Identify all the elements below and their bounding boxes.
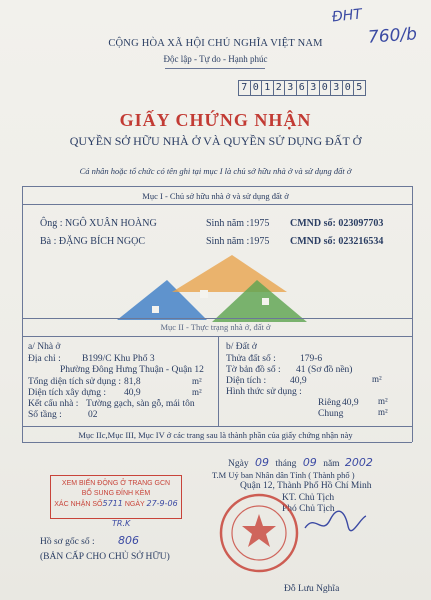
serial-digit: 2 [273,80,286,96]
total-area-label: Tổng diện tích sử dụng : [28,377,122,387]
structure-label: Kết cấu nhà : [28,399,79,409]
owner-2-id: CMND số: 023216534 [290,236,384,247]
serial-digit: 1 [261,80,274,96]
frame-bottom-rule [22,442,412,443]
build-area-value: 40,9 [124,388,141,398]
map-value: 41 (Sơ đồ nền) [296,365,353,375]
frame-left [22,186,23,442]
date-prefix: Ngày [228,459,249,469]
floors-value: 02 [88,410,98,420]
land-area-label: Diện tích : [226,376,267,386]
signing-role-1: KT. Chủ Tịch [282,493,335,503]
serial-digit: 0 [250,80,263,96]
amendment-stamp [50,475,182,519]
private-value: 40,9 [342,398,359,408]
frame-right [412,186,413,442]
house-address-line1: B199/C Khu Phố 3 [82,354,155,364]
owner-1-birth: Sinh năm :1975 [206,218,270,229]
usage-label: Hình thức sử dụng : [226,387,302,397]
official-red-seal [218,492,300,574]
stamp-line-2: BỔ SUNG ĐÍNH KÈM [81,490,151,497]
total-area-unit: m² [192,376,202,386]
motto: Độc lập - Tự do - Hạnh phúc [163,54,268,64]
serial-digit: 0 [319,80,332,96]
section2-bottom-rule [22,426,412,427]
section1-heading: Mục I - Chủ sở hữu nhà ở và sử dụng đất ở [142,191,289,201]
land-heading: b/ Đất ở [226,342,257,352]
republic-heading: CỘNG HÒA XÃ HỘI CHỦ NGHĨA VIỆT NAM [108,38,323,49]
parcel-value: 179-6 [300,354,323,364]
land-area-unit: m² [372,374,382,384]
serial-digit: 0 [342,80,355,96]
owner-2-birth: Sinh năm :1975 [206,236,270,247]
handwritten-number: 760/b [367,24,418,48]
signing-behalf: T.M Uỷ ban Nhân dân Tỉnh ( Thành phố ) [212,470,355,480]
original-record-label: Hồ sơ gốc số : [40,537,95,547]
date-month: 09 [302,456,317,469]
house-heading: a/ Nhà ở [28,342,61,352]
build-area-unit: m² [192,387,202,397]
motto-underline [165,68,265,69]
section2-heading-rule [22,336,412,337]
owner-2-name: Bà : ĐẶNG BÍCH NGỌC [40,236,145,247]
shared-label: Chung [318,409,344,419]
serial-digit: 6 [296,80,309,96]
stamp-line-1: XEM BIẾN ĐỘNG Ở TRANG GCN [61,480,171,487]
stamp-confirm-label: XÁC NHẬN SỐ [54,501,103,508]
serial-digit: 3 [330,80,343,96]
date-month-label: tháng [275,459,297,469]
structure-value: Tường gạch, sàn gỗ, mái tôn [86,399,195,409]
total-area-value: 81,8 [124,377,141,387]
private-unit: m² [378,396,388,406]
footer-note: Mục IIc,Mục III, Mục IV ở các trang sau là thành phần của giấy chứng nhận này [78,430,353,440]
section1-heading-rule [22,204,412,205]
floors-label: Số tầng : [28,410,62,420]
serial-digit: 5 [353,80,366,96]
section2-top-rule [22,318,412,319]
section2-heading: Mục II - Thực trạng nhà ở, đất ở [160,322,271,332]
date-day: 09 [254,456,269,469]
shared-unit: m² [378,407,388,417]
build-area-label: Diện tích xây dựng : [28,388,106,398]
serial-digit: 7 [238,80,251,96]
serial-digit: 3 [307,80,320,96]
stamp-date-label: NGÀY [124,501,145,508]
signing-place: Quận 12, Thành Phố Hồ Chí Minh [240,481,372,491]
date-year-label: năm [323,459,340,469]
signature [300,508,370,538]
certificate-note: Cá nhân hoặc tổ chức có tên ghi tại mục I là chủ sở hữu nhà ở và sử dụng đất ở [79,166,352,176]
house-watermark-logo [112,250,312,322]
owner-1-id: CMND số: 023097703 [290,218,384,229]
certificate-subtitle: QUYỀN SỞ HỮU NHÀ Ở VÀ QUYỀN SỬ DỤNG ĐẤT Ở [69,134,362,148]
serial-number [238,80,365,96]
date-year: 2002 [344,456,373,469]
section2-divider [218,336,219,426]
signing-role-2: Phó Chủ Tịch [282,504,335,514]
house-address-line2: Phường Đông Hưng Thuận - Quận 12 [60,365,204,375]
handwritten-code: ĐHT [331,6,363,26]
certificate-title: GIẤY CHỨNG NHẬN [119,110,312,130]
parcel-label: Thửa đất số : [226,354,276,364]
stamp-initials: TR.K [112,519,131,528]
stamp-confirm-number: 5711 [102,499,123,508]
private-label: Riêng [318,398,341,408]
land-area-value: 40,9 [290,376,307,386]
house-address-label: Địa chỉ : [28,354,61,364]
date-line [228,456,373,469]
stamp-line-3 [51,499,181,510]
original-record-number: 806 [118,534,139,547]
owner-1-name: Ông : NGÔ XUÂN HOÀNG [40,218,157,229]
serial-digit: 3 [284,80,297,96]
stamp-date: 27-9-06 [146,499,178,508]
section1-top-rule [22,186,412,187]
signer-name: Đỗ Lưu Nghĩa [284,584,340,594]
original-record-issued-to: (BẢN CẤP CHO CHỦ SỞ HỮU) [40,552,170,562]
map-label: Tờ bản đồ số : [226,365,281,375]
